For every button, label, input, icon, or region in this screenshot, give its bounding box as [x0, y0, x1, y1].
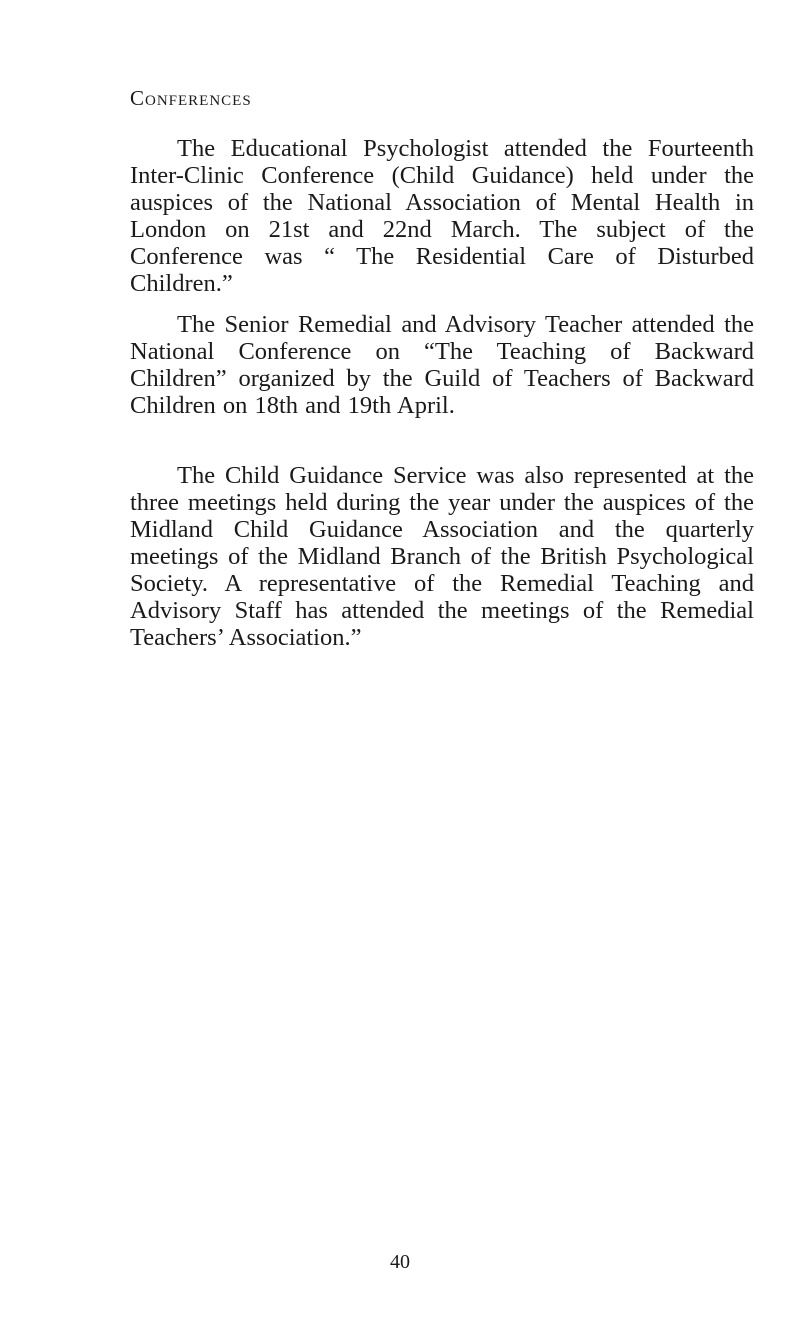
paragraph-inter-clinic-conference: The Educational Psychologist attended the Fourteenth Inter-Clinic Conference (Child Guidance) held under the auspices of the National Association of Mental Health in London on 21st and 22nd March. The subject of the Conference was “ The Residential Care of Disturbed Children.” — [130, 135, 754, 297]
section-heading: Conferences — [130, 86, 252, 110]
page-number: 40 — [390, 1251, 410, 1273]
paragraph-national-conference: The Senior Remedial and Advisory Teacher attended the National Conference on “The Teaching of Backward Children” organized by the Guild of Teachers of Backward Children on 18th and 19th April. — [130, 311, 754, 419]
paragraph-child-guidance-service: The Child Guidance Service was also represented at the three meetings held during the year under the auspices of the Midland Child Guidance Association and the quarterly meetings of the Midland Branch of the British Psychological Society. A representative of the Remedial Teaching and Advisory Staff has attended the meetings of the Remedial Teachers’ Association.” — [130, 462, 754, 651]
